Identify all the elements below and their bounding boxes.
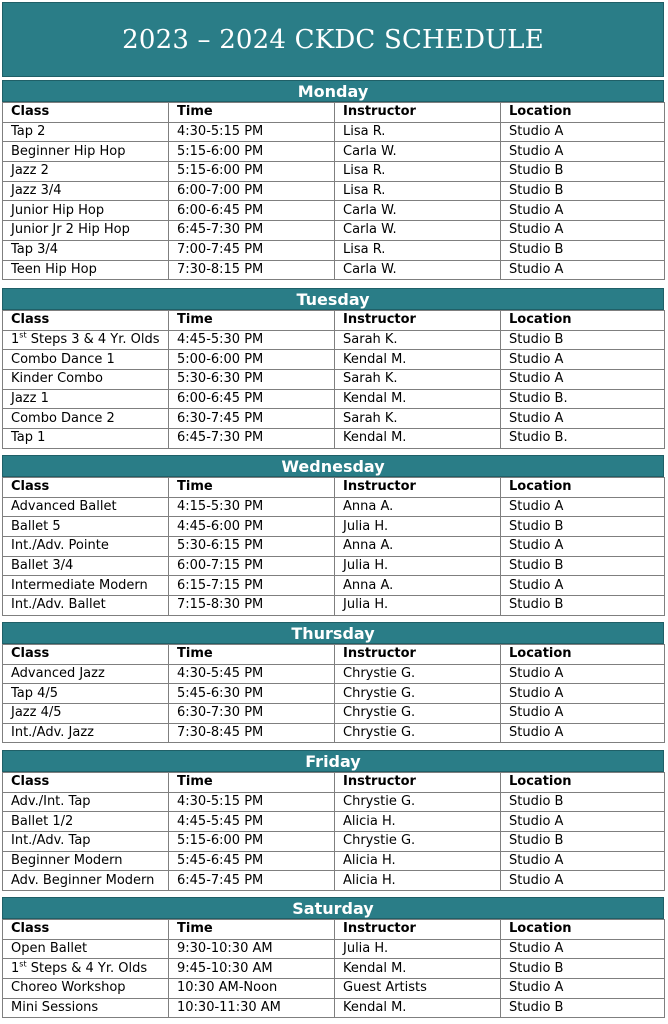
class-cell: Beginner Hip Hop xyxy=(3,142,169,162)
class-cell: Intermediate Modern xyxy=(3,576,169,596)
class-cell: Tap 4/5 xyxy=(3,684,169,704)
class-cell: Junior Hip Hop xyxy=(3,201,169,221)
time-cell: 6:30-7:45 PM xyxy=(169,409,335,429)
table-row xyxy=(3,959,665,979)
table-row xyxy=(3,596,665,616)
column-header-class: Class xyxy=(3,103,169,123)
class-cell: Int./Adv. Jazz xyxy=(3,723,169,743)
day-header: Monday xyxy=(2,80,664,102)
day-section-monday xyxy=(2,80,664,280)
instructor-cell: Alicia H. xyxy=(335,851,501,871)
column-header-class: Class xyxy=(3,773,169,793)
instructor-cell: Kendal M. xyxy=(335,998,501,1018)
table-row xyxy=(3,684,665,704)
time-cell: 6:45-7:30 PM xyxy=(169,429,335,449)
class-cell: Tap 2 xyxy=(3,122,169,142)
location-cell: Studio B xyxy=(501,181,665,201)
day-header: Wednesday xyxy=(2,455,664,477)
instructor-cell: Carla W. xyxy=(335,201,501,221)
instructor-cell: Sarah K. xyxy=(335,330,501,350)
location-cell: Studio A xyxy=(501,871,665,891)
column-header-location: Location xyxy=(501,311,665,331)
column-header-row xyxy=(3,920,665,940)
page-title: 2023 – 2024 CKDC SCHEDULE xyxy=(122,24,544,55)
table-row xyxy=(3,576,665,596)
class-cell: Jazz 4/5 xyxy=(3,704,169,724)
day-header: Friday xyxy=(2,750,664,772)
day-section-tuesday xyxy=(2,288,664,449)
instructor-cell: Sarah K. xyxy=(335,409,501,429)
class-name: Steps & 4 Yr. Olds xyxy=(26,960,148,976)
table-row xyxy=(3,812,665,832)
column-header-instructor: Instructor xyxy=(335,103,501,123)
time-cell: 6:00-7:15 PM xyxy=(169,556,335,576)
class-ordinal: 1 xyxy=(11,332,20,348)
time-cell: 5:30-6:30 PM xyxy=(169,370,335,390)
instructor-cell: Chrystie G. xyxy=(335,832,501,852)
location-cell: Studio B xyxy=(501,162,665,182)
column-header-instructor: Instructor xyxy=(335,478,501,498)
column-header-row xyxy=(3,103,665,123)
location-cell: Studio A xyxy=(501,409,665,429)
column-header-row xyxy=(3,478,665,498)
day-section-thursday xyxy=(2,622,664,743)
time-cell: 10:30 AM-Noon xyxy=(169,979,335,999)
class-cell: Choreo Workshop xyxy=(3,979,169,999)
time-cell: 9:30-10:30 AM xyxy=(169,939,335,959)
location-cell: Studio B. xyxy=(501,389,665,409)
column-header-instructor: Instructor xyxy=(335,645,501,665)
column-header-time: Time xyxy=(169,478,335,498)
table-row xyxy=(3,871,665,891)
column-header-time: Time xyxy=(169,103,335,123)
column-header-instructor: Instructor xyxy=(335,773,501,793)
class-name: Steps 3 & 4 Yr. Olds xyxy=(26,332,160,348)
location-cell: Studio A xyxy=(501,260,665,280)
schedule-table xyxy=(2,644,665,743)
instructor-cell: Sarah K. xyxy=(335,370,501,390)
location-cell: Studio B xyxy=(501,517,665,537)
class-cell: Int./Adv. Tap xyxy=(3,832,169,852)
class-cell: Kinder Combo xyxy=(3,370,169,390)
time-cell: 6:15-7:15 PM xyxy=(169,576,335,596)
column-header-location: Location xyxy=(501,920,665,940)
schedule-table xyxy=(2,477,665,616)
class-cell: Beginner Modern xyxy=(3,851,169,871)
instructor-cell: Anna A. xyxy=(335,497,501,517)
class-cell: Adv. Beginner Modern xyxy=(3,871,169,891)
schedule-table xyxy=(2,310,665,449)
ordinal-suffix: st xyxy=(19,959,27,969)
instructor-cell: Guest Artists xyxy=(335,979,501,999)
schedule-table xyxy=(2,919,665,1018)
time-cell: 4:30-5:15 PM xyxy=(169,792,335,812)
class-cell: Ballet 3/4 xyxy=(3,556,169,576)
table-row xyxy=(3,851,665,871)
location-cell: Studio A xyxy=(501,664,665,684)
instructor-cell: Julia H. xyxy=(335,939,501,959)
table-row xyxy=(3,409,665,429)
class-cell: Jazz 3/4 xyxy=(3,181,169,201)
instructor-cell: Carla W. xyxy=(335,142,501,162)
table-row xyxy=(3,556,665,576)
instructor-cell: Chrystie G. xyxy=(335,723,501,743)
location-cell: Studio A xyxy=(501,142,665,162)
class-cell: Jazz 2 xyxy=(3,162,169,182)
time-cell: 6:00-6:45 PM xyxy=(169,389,335,409)
day-section-wednesday xyxy=(2,455,664,616)
time-cell: 4:45-5:30 PM xyxy=(169,330,335,350)
day-header: Tuesday xyxy=(2,288,664,310)
class-cell: Combo Dance 1 xyxy=(3,350,169,370)
location-cell: Studio B xyxy=(501,832,665,852)
location-cell: Studio A xyxy=(501,576,665,596)
location-cell: Studio A xyxy=(501,704,665,724)
schedule-table xyxy=(2,772,665,891)
time-cell: 5:30-6:15 PM xyxy=(169,537,335,557)
instructor-cell: Kendal M. xyxy=(335,350,501,370)
time-cell: 5:15-6:00 PM xyxy=(169,142,335,162)
class-cell: Int./Adv. Ballet xyxy=(3,596,169,616)
class-cell: Jazz 1 xyxy=(3,389,169,409)
table-row xyxy=(3,537,665,557)
class-cell: Adv./Int. Tap xyxy=(3,792,169,812)
location-cell: Studio B xyxy=(501,596,665,616)
location-cell: Studio B xyxy=(501,240,665,260)
table-row xyxy=(3,122,665,142)
instructor-cell: Chrystie G. xyxy=(335,704,501,724)
table-row xyxy=(3,221,665,241)
title-banner xyxy=(2,2,664,77)
table-row xyxy=(3,429,665,449)
schedule-table xyxy=(2,102,665,280)
column-header-time: Time xyxy=(169,645,335,665)
time-cell: 6:45-7:30 PM xyxy=(169,221,335,241)
table-row xyxy=(3,330,665,350)
column-header-row xyxy=(3,311,665,331)
instructor-cell: Lisa R. xyxy=(335,240,501,260)
instructor-cell: Kendal M. xyxy=(335,429,501,449)
instructor-cell: Kendal M. xyxy=(335,959,501,979)
location-cell: Studio B xyxy=(501,792,665,812)
location-cell: Studio A xyxy=(501,350,665,370)
column-header-class: Class xyxy=(3,311,169,331)
class-cell: Tap 3/4 xyxy=(3,240,169,260)
location-cell: Studio B xyxy=(501,998,665,1018)
time-cell: 5:00-6:00 PM xyxy=(169,350,335,370)
location-cell: Studio A xyxy=(501,221,665,241)
instructor-cell: Julia H. xyxy=(335,556,501,576)
time-cell: 7:30-8:15 PM xyxy=(169,260,335,280)
time-cell: 4:45-6:00 PM xyxy=(169,517,335,537)
class-cell: Teen Hip Hop xyxy=(3,260,169,280)
time-cell: 6:00-6:45 PM xyxy=(169,201,335,221)
class-cell: Open Ballet xyxy=(3,939,169,959)
instructor-cell: Alicia H. xyxy=(335,812,501,832)
instructor-cell: Kendal M. xyxy=(335,389,501,409)
time-cell: 7:00-7:45 PM xyxy=(169,240,335,260)
class-cell: Mini Sessions xyxy=(3,998,169,1018)
location-cell: Studio A xyxy=(501,812,665,832)
table-row xyxy=(3,517,665,537)
instructor-cell: Lisa R. xyxy=(335,181,501,201)
table-row xyxy=(3,201,665,221)
class-cell: Ballet 1/2 xyxy=(3,812,169,832)
location-cell: Studio B xyxy=(501,330,665,350)
location-cell: Studio A xyxy=(501,201,665,221)
time-cell: 5:45-6:30 PM xyxy=(169,684,335,704)
table-row xyxy=(3,979,665,999)
location-cell: Studio A xyxy=(501,497,665,517)
column-header-class: Class xyxy=(3,645,169,665)
column-header-location: Location xyxy=(501,645,665,665)
location-cell: Studio A xyxy=(501,979,665,999)
column-header-instructor: Instructor xyxy=(335,311,501,331)
table-row xyxy=(3,723,665,743)
day-section-saturday xyxy=(2,897,664,1018)
location-cell: Studio A xyxy=(501,684,665,704)
instructor-cell: Julia H. xyxy=(335,517,501,537)
table-row xyxy=(3,704,665,724)
column-header-location: Location xyxy=(501,103,665,123)
column-header-class: Class xyxy=(3,920,169,940)
table-row xyxy=(3,832,665,852)
table-row xyxy=(3,240,665,260)
location-cell: Studio A xyxy=(501,723,665,743)
class-cell: Advanced Jazz xyxy=(3,664,169,684)
instructor-cell: Anna A. xyxy=(335,576,501,596)
time-cell: 5:15-6:00 PM xyxy=(169,162,335,182)
instructor-cell: Julia H. xyxy=(335,596,501,616)
ordinal-suffix: st xyxy=(19,330,27,340)
location-cell: Studio B. xyxy=(501,429,665,449)
class-cell: Int./Adv. Pointe xyxy=(3,537,169,557)
location-cell: Studio A xyxy=(501,537,665,557)
column-header-location: Location xyxy=(501,773,665,793)
instructor-cell: Carla W. xyxy=(335,221,501,241)
time-cell: 4:30-5:15 PM xyxy=(169,122,335,142)
column-header-row xyxy=(3,645,665,665)
column-header-time: Time xyxy=(169,920,335,940)
time-cell: 7:30-8:45 PM xyxy=(169,723,335,743)
location-cell: Studio A xyxy=(501,939,665,959)
column-header-location: Location xyxy=(501,478,665,498)
time-cell: 9:45-10:30 AM xyxy=(169,959,335,979)
time-cell: 4:15-5:30 PM xyxy=(169,497,335,517)
table-row xyxy=(3,162,665,182)
instructor-cell: Lisa R. xyxy=(335,162,501,182)
class-cell: Tap 1 xyxy=(3,429,169,449)
table-row xyxy=(3,370,665,390)
class-cell: Ballet 5 xyxy=(3,517,169,537)
location-cell: Studio B xyxy=(501,959,665,979)
column-header-instructor: Instructor xyxy=(335,920,501,940)
day-section-friday xyxy=(2,750,664,891)
table-row xyxy=(3,497,665,517)
time-cell: 6:30-7:30 PM xyxy=(169,704,335,724)
table-row xyxy=(3,389,665,409)
location-cell: Studio B xyxy=(501,556,665,576)
instructor-cell: Chrystie G. xyxy=(335,684,501,704)
location-cell: Studio A xyxy=(501,122,665,142)
column-header-row xyxy=(3,773,665,793)
day-header: Thursday xyxy=(2,622,664,644)
table-row xyxy=(3,260,665,280)
time-cell: 6:45-7:45 PM xyxy=(169,871,335,891)
time-cell: 7:15-8:30 PM xyxy=(169,596,335,616)
time-cell: 5:45-6:45 PM xyxy=(169,851,335,871)
class-cell xyxy=(3,959,169,979)
table-row xyxy=(3,998,665,1018)
location-cell: Studio A xyxy=(501,851,665,871)
table-row xyxy=(3,792,665,812)
instructor-cell: Lisa R. xyxy=(335,122,501,142)
time-cell: 6:00-7:00 PM xyxy=(169,181,335,201)
instructor-cell: Anna A. xyxy=(335,537,501,557)
instructor-cell: Alicia H. xyxy=(335,871,501,891)
location-cell: Studio A xyxy=(501,370,665,390)
class-cell xyxy=(3,330,169,350)
time-cell: 5:15-6:00 PM xyxy=(169,832,335,852)
instructor-cell: Chrystie G. xyxy=(335,792,501,812)
instructor-cell: Chrystie G. xyxy=(335,664,501,684)
column-header-time: Time xyxy=(169,311,335,331)
table-row xyxy=(3,664,665,684)
time-cell: 4:45-5:45 PM xyxy=(169,812,335,832)
class-cell: Combo Dance 2 xyxy=(3,409,169,429)
class-cell: Junior Jr 2 Hip Hop xyxy=(3,221,169,241)
instructor-cell: Carla W. xyxy=(335,260,501,280)
class-cell: Advanced Ballet xyxy=(3,497,169,517)
table-row xyxy=(3,142,665,162)
column-header-class: Class xyxy=(3,478,169,498)
day-header: Saturday xyxy=(2,897,664,919)
column-header-time: Time xyxy=(169,773,335,793)
time-cell: 10:30-11:30 AM xyxy=(169,998,335,1018)
table-row xyxy=(3,939,665,959)
table-row xyxy=(3,181,665,201)
time-cell: 4:30-5:45 PM xyxy=(169,664,335,684)
class-ordinal: 1 xyxy=(11,960,20,976)
table-row xyxy=(3,350,665,370)
